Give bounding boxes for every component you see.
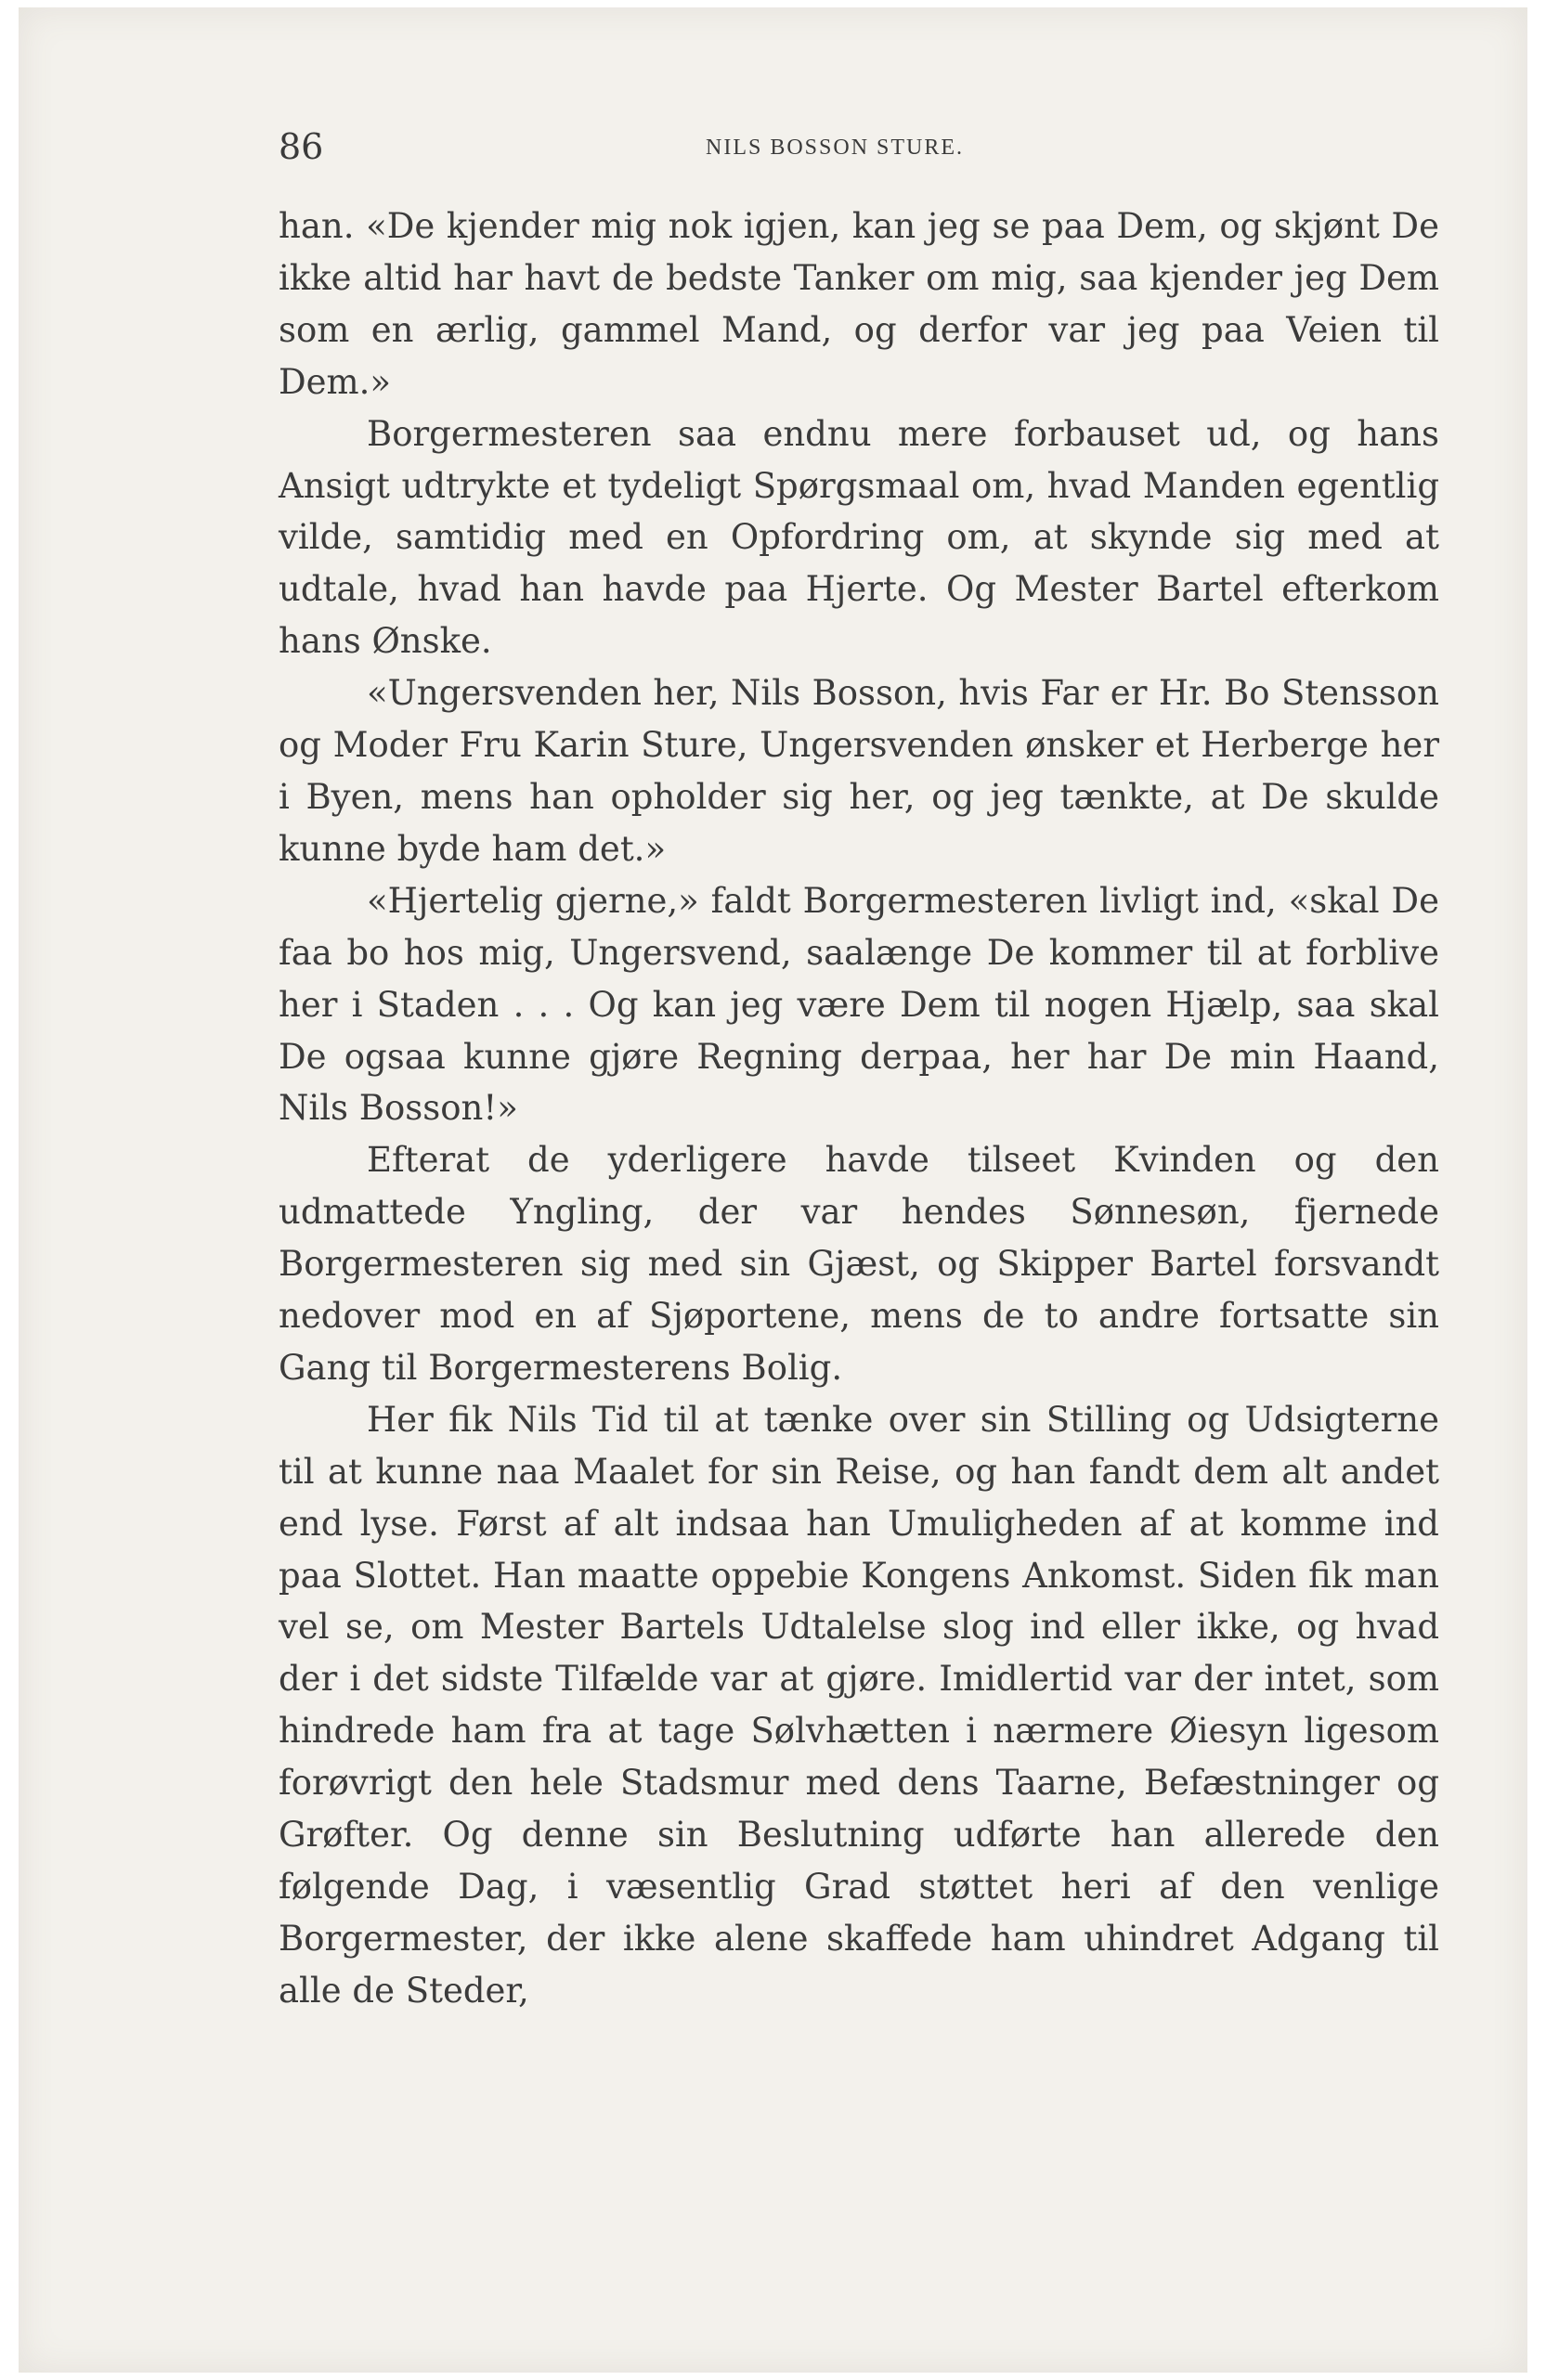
paragraph-2: Borgermesteren saa endnu mere forbauset ud, og hans Ansigt udtrykte et tydeligt Spørgsmaal om, hvad Manden egentlig vilde, samtidig med en Opfordring om, at skynde sig med at udtale, hvad han havde paa Hjerte. Og Mester Bartel efterkom hans Ønske. [279,413,1439,662]
paragraph-4: «Hjertelig gjerne,» faldt Borgermesteren livligt ind, «skal De faa bo hos mig, Ungersvend, saalænge De kommer til at forblive her i Staden . . . Og kan jeg være Dem til nogen Hjælp, saa skal De ogsaa kunne gjøre Regning derpaa, her har De min Haand, Nils Bosson!» [279,880,1439,1129]
page-header [279,126,1439,173]
body-text [279,200,1439,2017]
page-number: 86 [279,126,324,167]
paragraph-6: Her fik Nils Tid til at tænke over sin Stilling og Udsigterne til at kunne naa Maalet for sin Reise, og han fandt dem alt andet end lyse. Først af alt indsaa han Umuligheden af at komme ind paa Slottet. Han maatte oppebie Kongens Ankomst. Siden fik man vel se, om Mester Bartels Udtalelse slog ind eller ikke, og hvad der i det sidste Tilfælde var at gjøre. Imidlertid var der intet, som hindrede ham fra at tage Sølvhætten i nærmere Øiesyn ligesom forøvrigt den hele Stadsmur med dens Taarne, Befæstninger og Grøfter. Og denne sin Beslutning udførte han allerede den følgende Dag, i væsentlig Grad støttet heri af den venlige Borgermester, der ikke alene skaffede ham uhindret Adgang til alle de Steder, [279,1399,1439,2011]
book-page [19,7,1527,2373]
paragraph-5: Efterat de yderligere havde tilseet Kvinden og den udmattede Yngling, der var hendes Sønnesøn, fjernede Borgermesteren sig med sin Gjæst, og Skipper Bartel forsvandt nedover mod en af Sjøportene, mens de to andre fortsatte sin Gang til Borgermesterens Bolig. [279,1140,1439,1388]
running-title: NILS BOSSON STURE. [706,136,965,160]
paragraph-1: han. «De kjender mig nok igjen, kan jeg se paa Dem, og skjønt De ikke altid har havt de bedste Tanker om mig, saa kjender jeg Dem som en ærlig, gammel Mand, og derfor var jeg paa Veien til Dem.» [279,206,1439,402]
paragraph-3: «Ungersvenden her, Nils Bosson, hvis Far er Hr. Bo Stensson og Moder Fru Karin Sture, Ungersvenden ønsker et Herberge her i Byen, mens han opholder sig her, og jeg tænkte, at De skulde kunne byde ham det.» [279,673,1439,869]
